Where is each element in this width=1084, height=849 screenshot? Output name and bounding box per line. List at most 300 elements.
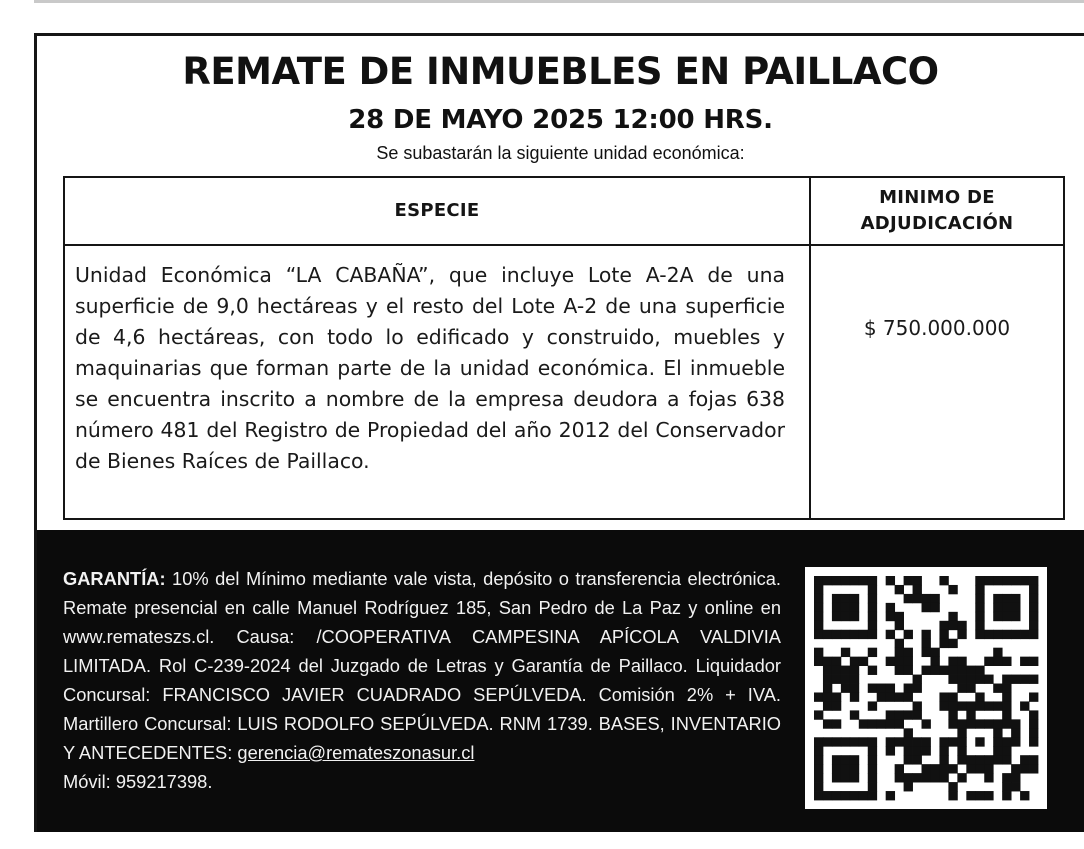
qr-module: [1029, 621, 1038, 630]
qr-module: [984, 657, 993, 666]
qr-module: [930, 764, 939, 773]
qr-module: [841, 755, 850, 764]
qr-module: [930, 657, 939, 666]
qr-module: [1002, 755, 1011, 764]
qr-module: [814, 764, 823, 773]
qr-module: [895, 692, 904, 701]
qr-module: [1029, 612, 1038, 621]
qr-module: [1002, 701, 1011, 710]
qr-module: [1020, 576, 1029, 585]
qr-module: [832, 657, 841, 666]
qr-module: [841, 594, 850, 603]
qr-module: [913, 737, 922, 746]
qr-module: [948, 657, 957, 666]
qr-module: [1029, 755, 1038, 764]
qr-module: [868, 576, 877, 585]
qr-module: [850, 630, 859, 639]
qr-module: [939, 692, 948, 701]
qr-module: [886, 576, 895, 585]
qr-module: [877, 684, 886, 693]
qr-module: [895, 585, 904, 594]
qr-module: [850, 594, 859, 603]
qr-module: [966, 791, 975, 800]
qr-module: [993, 648, 1002, 657]
qr-module: [886, 657, 895, 666]
qr-module: [832, 764, 841, 773]
qr-module: [1011, 782, 1020, 791]
qr-module: [904, 773, 913, 782]
qr-module: [904, 746, 913, 755]
header-minimo-line2: ADJUDICACIÓN: [860, 213, 1014, 234]
qr-module: [957, 701, 966, 710]
qr-module: [850, 612, 859, 621]
qr-module: [895, 648, 904, 657]
qr-module: [975, 791, 984, 800]
qr-module: [922, 737, 931, 746]
qr-module: [895, 773, 904, 782]
qr-module: [1002, 782, 1011, 791]
qr-module: [841, 648, 850, 657]
qr-module: [948, 737, 957, 746]
qr-module: [895, 621, 904, 630]
qr-module: [1029, 719, 1038, 728]
qr-module: [823, 675, 832, 684]
qr-module: [1029, 737, 1038, 746]
qr-module: [948, 585, 957, 594]
qr-module: [814, 621, 823, 630]
qr-module: [1020, 764, 1029, 773]
qr-module: [868, 612, 877, 621]
qr-module: [832, 675, 841, 684]
qr-module: [993, 719, 1002, 728]
qr-module: [859, 657, 868, 666]
qr-module: [850, 773, 859, 782]
qr-module: [957, 719, 966, 728]
qr-module: [922, 746, 931, 755]
notice-title: REMATE DE INMUEBLES EN PAILLACO: [182, 50, 939, 93]
qr-module: [913, 755, 922, 764]
qr-module: [814, 603, 823, 612]
qr-module: [814, 585, 823, 594]
qr-module: [957, 621, 966, 630]
qr-module: [975, 576, 984, 585]
qr-module: [1011, 737, 1020, 746]
qr-module: [895, 612, 904, 621]
top-rule: [34, 0, 1084, 3]
qr-module: [850, 675, 859, 684]
qr-module: [832, 755, 841, 764]
qr-module: [814, 710, 823, 719]
qr-module: [930, 594, 939, 603]
qr-module: [823, 719, 832, 728]
qr-module: [814, 755, 823, 764]
qr-module: [886, 737, 895, 746]
qr-module: [966, 764, 975, 773]
qr-module: [904, 782, 913, 791]
qr-module: [832, 719, 841, 728]
qr-module: [984, 755, 993, 764]
qr-module: [868, 737, 877, 746]
qr-module: [984, 764, 993, 773]
footer-panel: [37, 530, 1084, 832]
qr-module: [814, 576, 823, 585]
qr-module: [895, 737, 904, 746]
qr-module: [832, 612, 841, 621]
qr-module: [1011, 612, 1020, 621]
qr-module: [904, 630, 913, 639]
qr-module: [868, 666, 877, 675]
contact-email-link[interactable]: gerencia@remateszonasur.cl: [237, 742, 475, 763]
qr-module: [841, 791, 850, 800]
qr-module: [922, 630, 931, 639]
qr-module: [868, 764, 877, 773]
qr-module: [948, 621, 957, 630]
qr-module: [850, 791, 859, 800]
qr-module: [922, 639, 931, 648]
qr-module: [957, 675, 966, 684]
qr-module: [975, 692, 984, 701]
qr-module: [948, 612, 957, 621]
qr-module: [823, 684, 832, 693]
qr-module: [850, 710, 859, 719]
qr-module: [904, 755, 913, 764]
qr-module: [868, 594, 877, 603]
qr-module: [886, 612, 895, 621]
qr-module: [841, 603, 850, 612]
qr-module: [886, 719, 895, 728]
qr-module: [948, 764, 957, 773]
qr-module: [877, 719, 886, 728]
qr-module: [948, 675, 957, 684]
qr-module: [948, 782, 957, 791]
qr-module: [886, 603, 895, 612]
footer-terms: [63, 564, 781, 796]
qr-module: [886, 692, 895, 701]
qr-module: [975, 666, 984, 675]
qr-module: [868, 603, 877, 612]
qr-module: [922, 773, 931, 782]
qr-module: [993, 630, 1002, 639]
qr-module: [984, 719, 993, 728]
qr-module: [1002, 630, 1011, 639]
qr-module: [1011, 603, 1020, 612]
qr-module: [1020, 657, 1029, 666]
auction-date-time: 28 DE MAYO 2025 12:00 HRS.: [348, 105, 773, 135]
qr-module: [823, 737, 832, 746]
qr-module: [957, 728, 966, 737]
qr-module: [814, 737, 823, 746]
qr-module: [913, 701, 922, 710]
qr-module: [1020, 791, 1029, 800]
qr-module: [814, 657, 823, 666]
qr-module: [850, 764, 859, 773]
qr-module: [868, 746, 877, 755]
qr-module: [814, 648, 823, 657]
qr-module: [841, 666, 850, 675]
qr-module: [993, 657, 1002, 666]
qr-module: [841, 675, 850, 684]
qr-module: [832, 737, 841, 746]
qr-module: [1029, 603, 1038, 612]
qr-module: [1002, 791, 1011, 800]
qr-module: [895, 719, 904, 728]
qr-module: [975, 737, 984, 746]
qr-module: [868, 791, 877, 800]
qr-module: [913, 684, 922, 693]
qr-module: [948, 692, 957, 701]
qr-module: [1029, 630, 1038, 639]
qr-module: [957, 684, 966, 693]
qr-module: [930, 773, 939, 782]
qr-module: [993, 701, 1002, 710]
qr-module: [814, 630, 823, 639]
qr-module: [850, 576, 859, 585]
qr-module: [832, 576, 841, 585]
qr-module: [993, 684, 1002, 693]
qr-module: [975, 612, 984, 621]
qr-module: [1002, 684, 1011, 693]
qr-module: [868, 719, 877, 728]
qr-module: [1002, 710, 1011, 719]
qr-module: [814, 612, 823, 621]
guarantee-label: GARANTÍA:: [63, 568, 166, 589]
lot-minimum-price: $ 750.000.000: [810, 245, 1064, 519]
auction-notice: [34, 33, 1084, 832]
qr-module: [868, 701, 877, 710]
qr-module: [904, 666, 913, 675]
qr-module: [993, 603, 1002, 612]
qr-module: [1002, 603, 1011, 612]
qr-module: [1029, 728, 1038, 737]
qr-module: [814, 773, 823, 782]
qr-module: [823, 701, 832, 710]
qr-module: [957, 666, 966, 675]
qr-module: [859, 737, 868, 746]
qr-module: [832, 692, 841, 701]
qr-module: [886, 791, 895, 800]
qr-module: [939, 737, 948, 746]
qr-module: [939, 701, 948, 710]
header-especie: ESPECIE: [64, 177, 810, 245]
header-minimo-adjudicacion: [810, 177, 1064, 245]
qr-module: [850, 603, 859, 612]
qr-module: [1011, 764, 1020, 773]
qr-module: [913, 710, 922, 719]
qr-module: [922, 719, 931, 728]
qr-module: [922, 666, 931, 675]
qr-module: [975, 603, 984, 612]
qr-module: [1002, 612, 1011, 621]
qr-module: [841, 737, 850, 746]
qr-code-graphic: [805, 567, 1047, 809]
qr-module: [814, 594, 823, 603]
qr-module: [1029, 675, 1038, 684]
qr-module: [877, 692, 886, 701]
qr-module: [993, 594, 1002, 603]
qr-module: [948, 710, 957, 719]
qr-module: [904, 692, 913, 701]
qr-module: [841, 630, 850, 639]
qr-module: [939, 773, 948, 782]
qr-module: [904, 684, 913, 693]
qr-module: [939, 746, 948, 755]
qr-module: [904, 657, 913, 666]
qr-module: [957, 773, 966, 782]
qr-module: [939, 755, 948, 764]
contact-phone: Móvil: 959217398.: [63, 771, 213, 792]
qr-module: [868, 621, 877, 630]
qr-module: [913, 576, 922, 585]
qr-module: [939, 639, 948, 648]
qr-module: [850, 755, 859, 764]
qr-module: [975, 764, 984, 773]
qr-module: [841, 576, 850, 585]
qr-module: [966, 666, 975, 675]
qr-module: [1002, 773, 1011, 782]
qr-module: [1011, 773, 1020, 782]
lots-table: [63, 176, 1065, 520]
qr-module: [904, 648, 913, 657]
qr-module: [922, 603, 931, 612]
qr-module: [1011, 675, 1020, 684]
qr-module: [1002, 692, 1011, 701]
qr-module: [814, 746, 823, 755]
qr-module: [939, 764, 948, 773]
qr-module: [913, 773, 922, 782]
qr-module: [975, 621, 984, 630]
guarantee-text: 10% del Mínimo mediante vale vista, depósito o transferencia electrónica. Remate presencial en calle Manuel Rodríguez 185, San Pedro de La Paz y online en www.remateszs.cl. Causa: /COOPERATIVA CAMPESINA APÍCOLA VALDIVIA LIMITADA. Rol C-239-2024 del Juzgado de Letras y Garantía de Paillaco. Liquidador Concursal: FRANCISCO JAVIER CUADRADO SEPÚLVEDA. Comisión 2% + IVA. Martillero Concursal: LUIS RODOLFO SEPÚLVEDA. RNM 1739. BASES, INVENTARIO Y ANTECEDENTES:: [63, 568, 781, 763]
qr-module: [904, 594, 913, 603]
qr-module: [1029, 710, 1038, 719]
qr-module: [895, 710, 904, 719]
qr-module: [966, 719, 975, 728]
qr-module: [1029, 764, 1038, 773]
qr-module: [832, 666, 841, 675]
qr-module: [886, 746, 895, 755]
qr-module: [913, 585, 922, 594]
qr-module: [948, 701, 957, 710]
qr-module: [1002, 746, 1011, 755]
qr-module: [993, 612, 1002, 621]
qr-module: [1002, 594, 1011, 603]
qr-module: [984, 701, 993, 710]
qr-module: [904, 710, 913, 719]
qr-module: [814, 782, 823, 791]
qr-module: [1011, 719, 1020, 728]
qr-module: [984, 576, 993, 585]
qr-module: [1029, 576, 1038, 585]
qr-module: [957, 755, 966, 764]
qr-module: [823, 666, 832, 675]
qr-module: [913, 675, 922, 684]
qr-module: [966, 701, 975, 710]
qr-module: [904, 576, 913, 585]
qr-module: [823, 576, 832, 585]
qr-module: [993, 746, 1002, 755]
qr-module: [966, 684, 975, 693]
qr-code-icon[interactable]: [805, 567, 1047, 809]
qr-module: [1002, 675, 1011, 684]
qr-module: [886, 684, 895, 693]
qr-module: [823, 791, 832, 800]
table-row: [64, 245, 1064, 519]
qr-module: [975, 594, 984, 603]
qr-module: [975, 675, 984, 684]
qr-module: [975, 719, 984, 728]
qr-module: [841, 612, 850, 621]
qr-module: [1020, 630, 1029, 639]
qr-module: [850, 737, 859, 746]
qr-module: [895, 657, 904, 666]
qr-module: [850, 692, 859, 701]
qr-module: [1011, 594, 1020, 603]
qr-module: [832, 594, 841, 603]
qr-module: [957, 737, 966, 746]
qr-module: [913, 746, 922, 755]
qr-module: [922, 648, 931, 657]
qr-module: [993, 576, 1002, 585]
qr-module: [975, 755, 984, 764]
qr-module: [939, 630, 948, 639]
qr-module: [1002, 657, 1011, 666]
intro-text: Se subastarán la siguiente unidad económica:: [376, 143, 745, 163]
qr-module: [886, 630, 895, 639]
qr-module: [984, 791, 993, 800]
qr-module: [850, 666, 859, 675]
qr-module: [913, 594, 922, 603]
qr-module: [984, 675, 993, 684]
qr-module: [966, 710, 975, 719]
qr-module: [993, 737, 1002, 746]
qr-module: [868, 630, 877, 639]
qr-module: [886, 710, 895, 719]
qr-module: [832, 791, 841, 800]
qr-module: [895, 764, 904, 773]
qr-module: [904, 737, 913, 746]
qr-module: [939, 576, 948, 585]
header-minimo-line1: MINIMO DE: [879, 187, 995, 208]
qr-module: [930, 648, 939, 657]
qr-module: [975, 585, 984, 594]
qr-module: [1029, 657, 1038, 666]
qr-module: [984, 773, 993, 782]
qr-module: [948, 791, 957, 800]
qr-module: [859, 791, 868, 800]
qr-module: [1020, 701, 1029, 710]
qr-module: [904, 728, 913, 737]
qr-module: [850, 684, 859, 693]
qr-module: [823, 657, 832, 666]
qr-module: [939, 621, 948, 630]
qr-module: [966, 755, 975, 764]
qr-module: [832, 701, 841, 710]
qr-module: [841, 684, 850, 693]
qr-module: [814, 791, 823, 800]
qr-module: [868, 782, 877, 791]
qr-module: [966, 675, 975, 684]
qr-module: [814, 692, 823, 701]
qr-module: [1002, 576, 1011, 585]
lot-description: Unidad Económica “LA CABAÑA”, que incluye Lote A-2A de una superficie de 9,0 hectáreas y el resto del Lote A-2 de una superficie de 4,6 hectáreas, con todo lo edificado y construido, muebles y maquinarias que forman parte de la unidad económica. El inmueble se encuentra inscrito a nombre de la empresa deudora a fojas 638 número 481 del Registro de Propiedad del año 2012 del Conservador de Bienes Raíces de Paillaco.: [64, 245, 810, 519]
qr-module: [859, 719, 868, 728]
qr-module: [948, 719, 957, 728]
qr-module: [993, 728, 1002, 737]
qr-module: [957, 630, 966, 639]
qr-module: [948, 666, 957, 675]
qr-module: [957, 746, 966, 755]
qr-module: [1011, 576, 1020, 585]
qr-module: [922, 594, 931, 603]
